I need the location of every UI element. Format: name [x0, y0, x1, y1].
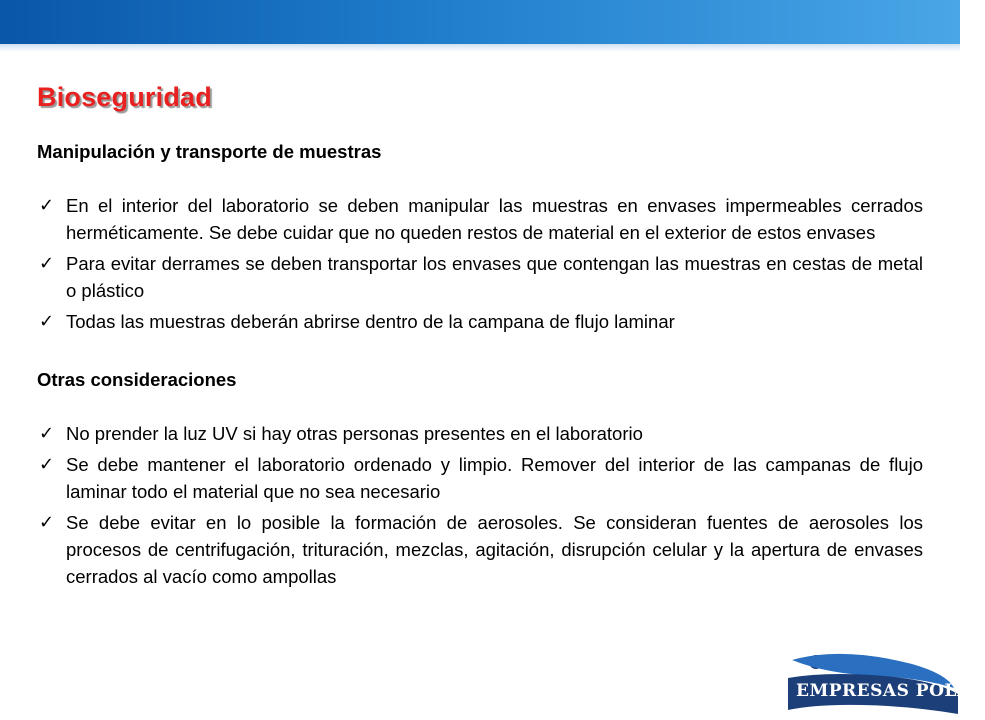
- empresas-polar-logo: [782, 648, 985, 720]
- bullet-text: Todas las muestras deberán abrirse dentro de la campana de flujo laminar: [66, 311, 675, 332]
- checkmark-icon: ✓: [39, 311, 55, 332]
- list-item: [37, 420, 923, 447]
- bullet-text: Se debe evitar en lo posible la formación de aerosoles. Se consideran fuentes de aerosoles los procesos de centrifugación, trituración, mezclas, agitación, disrupción celular y la apertura de envases cerrados al vacío como ampollas: [66, 512, 923, 587]
- top-banner-shadow: [0, 44, 960, 52]
- bullet-text: No prender la luz UV si hay otras personas presentes en el laboratorio: [66, 423, 643, 444]
- list-item: [37, 192, 923, 246]
- logo-wordmark: EMPRESAS POLAR: [796, 681, 985, 701]
- bullet-list-handling: [37, 192, 923, 335]
- section-heading-other: Otras consideraciones: [37, 369, 237, 390]
- checkmark-icon: ✓: [39, 423, 55, 444]
- list-item: [37, 250, 923, 304]
- checkmark-icon: ✓: [39, 195, 55, 216]
- bullet-list-other: [37, 420, 923, 590]
- slide-content: [37, 138, 923, 594]
- bullet-text: Se debe mantener el laboratorio ordenado y limpio. Remover del interior de las campanas de flujo laminar todo el material que no sea necesario: [66, 454, 923, 502]
- list-item: [37, 509, 923, 590]
- bullet-text: En el interior del laboratorio se deben manipular las muestras en envases impermeables cerrados herméticamente. Se debe cuidar que no queden restos de material en el exterior de estos envases: [66, 195, 923, 243]
- bullet-text: Para evitar derrames se deben transportar los envases que contengan las muestras en cestas de metal o plástico: [66, 253, 923, 301]
- top-banner: [0, 0, 960, 44]
- list-item: [37, 451, 923, 505]
- list-item: [37, 308, 923, 335]
- section-heading-handling: Manipulación y transporte de muestras: [37, 141, 382, 162]
- checkmark-icon: ✓: [39, 253, 55, 274]
- checkmark-icon: ✓: [39, 454, 55, 475]
- slide-title: Bioseguridad: [37, 82, 212, 112]
- checkmark-icon: ✓: [39, 512, 55, 533]
